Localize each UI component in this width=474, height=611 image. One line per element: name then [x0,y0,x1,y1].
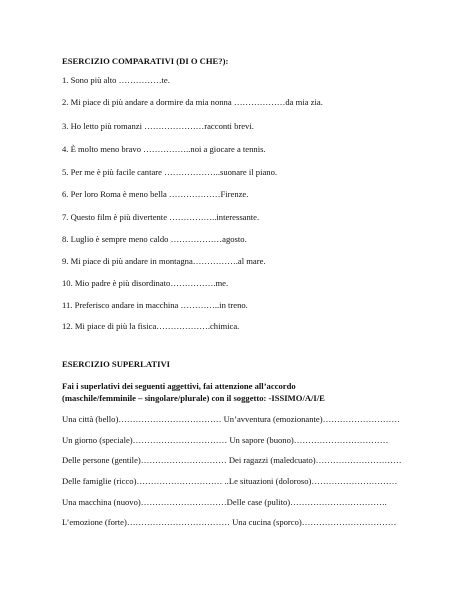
exercise-item: 5. Per me è più facile cantare ………………..suonare il piano. [62,167,278,177]
exercise-item: 3. Ho letto più romanzi …………………racconti brevi. [62,121,254,131]
exercise-item: 11. Preferisco andare in macchina …………..in treno. [62,300,248,310]
superlative-row: Delle persone (gentile)………………………… Dei ragazzi (maledcuato)………………………… [62,455,402,465]
exercise-item: 9. Mi piace di più andare in montagna…………….al mare. [62,256,266,266]
instruction-line-2: (maschile/femminile – singolare/plurale) con il soggetto: -ISSIMO/A/I/E [62,393,325,403]
superlative-row: Una città (bello)……………………………… Un’avventura (emozionante)……………………… [62,414,400,424]
exercise-item: 10. Mio padre è più disordinato…………….me. [62,278,229,288]
exercise-item: 4. È molto meno bravo ……………..noi a giocare a tennis. [62,144,266,154]
exercise-item: 8. Luglio è sempre meno caldo ………………agosto. [62,234,247,244]
exercise-item: 1. Sono più alto ……………te. [62,75,170,85]
superlative-row: Un giorno (speciale)…………………………… Un sapore (buono)…………………………… [62,435,389,445]
superlative-row: Una macchina (nuovo)…………………………Delle case (pulito)……………………………. [62,497,387,507]
exercise-item: 12. Mi piace di più la fisica……………….chimica. [62,321,240,331]
instruction-line-1: Fai i superlativi dei seguenti aggettivi, fai attenzione all’accordo [62,381,296,391]
exercise-item: 6. Per loro Roma è meno bella ………………Firenze. [62,189,249,199]
superlative-row: L’emozione (forte)……………………………… Una cucina (sporco)…………………………… [62,517,397,527]
exercise-item: 7. Questo film è più divertente ……………..interessante. [62,212,260,222]
section-title-comparativi: ESERCIZIO COMPARATIVI (DI O CHE?): [62,56,229,66]
superlative-row: Delle famiglie (ricco)………………………… ..Le situazioni (doloroso)………………………… [62,476,398,486]
exercise-item: 2. Mi piace di più andare a dormire da mia nonna ………………da mia zia. [62,97,323,107]
section-title-superlativi: ESERCIZIO SUPERLATIVI [62,359,171,369]
